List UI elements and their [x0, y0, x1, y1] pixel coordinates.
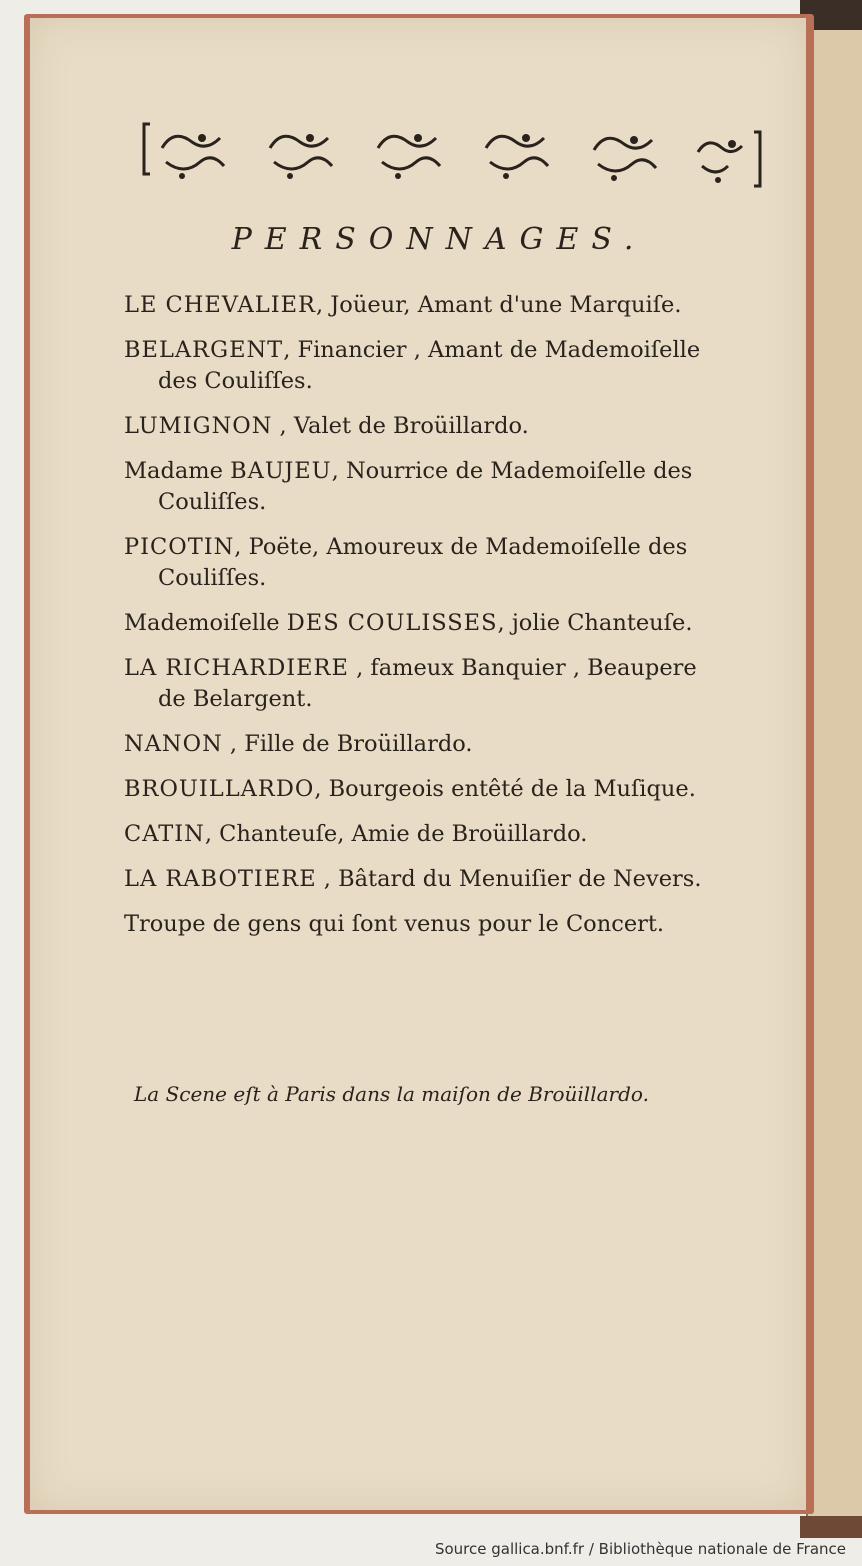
cast-entry	[124, 532, 764, 594]
source-credit: Source gallica.bnf.fr / Bibliothèque nationale de France	[434, 1540, 846, 1558]
character-title: Mademoiſelle	[124, 610, 287, 636]
character-name: LA RICHARDIERE	[124, 655, 349, 681]
character-description: , Bourgeois entêté de la Muſique.	[314, 776, 696, 802]
cast-entry	[124, 456, 764, 518]
character-description: , Chanteuſe, Amie de Broüillardo.	[204, 821, 588, 847]
character-name: BELARGENT	[124, 337, 284, 363]
character-description: , Financier , Amant de Mademoiſelle	[283, 337, 701, 363]
cast-entry	[124, 909, 764, 940]
cast-entry	[124, 290, 764, 321]
character-description-continued: Couliſſes.	[158, 489, 267, 515]
character-description: Troupe de gens qui ſont venus pour le Concert.	[124, 911, 665, 937]
character-description: , Nourrice de Mademoiſelle des	[331, 458, 693, 484]
character-name: NANON	[124, 731, 223, 757]
character-description-continued: de Belargent.	[158, 686, 313, 712]
cast-entry	[124, 729, 764, 760]
character-description-continued: Couliſſes.	[158, 565, 267, 591]
character-name: LE CHEVALIER	[124, 292, 316, 318]
cast-entry	[124, 864, 764, 895]
character-title: Madame	[124, 458, 231, 484]
cast-entry	[124, 411, 764, 442]
cast-entry	[124, 608, 764, 639]
cast-entry	[124, 653, 764, 715]
character-name: DES COULISSES	[286, 610, 498, 636]
scene-note: La Scene eſt à Paris dans la maiſon de Broüillardo.	[134, 1082, 649, 1106]
character-description-continued: des Couliſſes.	[158, 368, 313, 394]
character-description: , Poëte, Amoureux de Mademoiſelle des	[234, 534, 688, 560]
character-description: , Valet de Broüillardo.	[272, 413, 529, 439]
character-description: , Bâtard du Menuiſier de Nevers.	[316, 866, 702, 892]
character-name: BROUILLARDO	[124, 776, 315, 802]
cast-entry	[124, 774, 764, 805]
cast-entry	[124, 819, 764, 850]
character-name: LUMIGNON	[124, 413, 273, 439]
cast-entry	[124, 335, 764, 397]
character-name: PICOTIN	[124, 534, 235, 560]
page-title: PERSONNAGES.	[231, 222, 647, 257]
character-description: , Fille de Broüillardo.	[222, 731, 473, 757]
book-cover-bottom	[800, 1516, 862, 1538]
character-description: , fameux Banquier , Beaupere	[348, 655, 697, 681]
character-name: CATIN	[124, 821, 205, 847]
decorative-ornament-band	[142, 118, 764, 190]
character-description: , jolie Chanteuſe.	[497, 610, 693, 636]
character-description: , Joüeur, Amant d'une Marquiſe.	[315, 292, 682, 318]
character-name: BAUJEU	[230, 458, 332, 484]
cast-list	[124, 290, 764, 954]
character-name: LA RABOTIERE	[124, 866, 317, 892]
